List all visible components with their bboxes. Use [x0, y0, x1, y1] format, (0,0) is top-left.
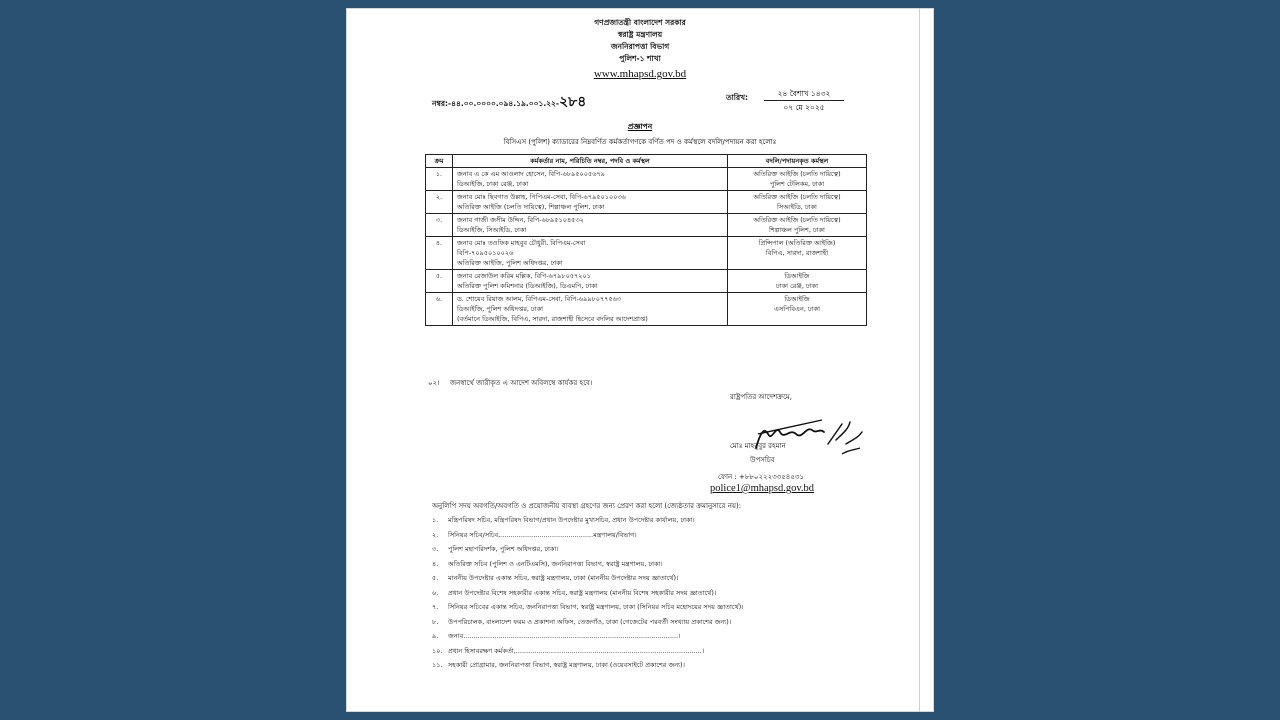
row-officer: [453, 293, 728, 326]
table-header-row: [426, 155, 867, 168]
officer-line: ডিআইজি, ঢাকা রেঞ্জ, ঢাকা: [457, 180, 529, 188]
table-row: [426, 168, 867, 191]
officer-line: ড. শোয়েব রিয়াজ আলম, বিপিএম-সেবা, বিপি-৬৯৯৮০৭৭৫৬৩: [457, 295, 622, 303]
list-item: [432, 557, 744, 572]
cc-title: অনুলিপি সদয় অবগতি/অবগতি ও প্রয়োজনীয় ব্যবস্থা গ্রহণের জন্য প্রেরণ করা হলো (জ্যেষ্ঠতার ক্রমানুসারে নয়):: [432, 502, 742, 510]
cc-item-number: ৬.: [432, 588, 439, 597]
list-item: [432, 600, 744, 615]
posting-line: বিপিএ, সারদা, রাজশাহী: [765, 249, 829, 257]
document-page: [346, 8, 934, 712]
notice-title: প্রজ্ঞাপন: [627, 122, 653, 131]
transfer-table: [425, 154, 867, 326]
table-row: [426, 293, 867, 326]
posting-line: প্রিন্সিপাল (অতিরিক্ত আইজি): [758, 239, 836, 247]
header-posting: বদলি/পদায়নকৃত কর্মস্থল: [728, 155, 867, 168]
cc-item-text: পুলিশ মহাপরিদর্শক, পুলিশ অধিদপ্তর, ঢাকা।: [448, 545, 559, 553]
signatory-phone: ফোন : +৮৮০২২২৩৩৫৪৫৩১: [718, 473, 804, 481]
list-item: [432, 528, 744, 543]
row-officer: [453, 270, 728, 293]
signatory-name: মোঃ মাহবুবুর রহমান: [730, 442, 786, 450]
row-officer: [453, 214, 728, 237]
list-item: [432, 586, 744, 601]
list-item: [432, 658, 744, 673]
posting-line: অতিরিক্ত আইজি (চলতি দায়িত্বে): [753, 216, 841, 224]
row-serial: ১.: [426, 168, 453, 191]
officer-line: অতিরিক্ত পুলিশ কমিশনার (ডিআইজি), ডিএমপি, ঢাকা: [457, 282, 598, 290]
govt-title: গণপ্রজাতন্ত্রী বাংলাদেশ সরকার: [594, 18, 686, 27]
posting-line: অতিরিক্ত আইজি (চলতি দায়িত্বে): [753, 193, 841, 201]
table-row: [426, 191, 867, 214]
division-title: জননিরাপত্তা বিভাগ: [610, 42, 670, 51]
list-item: [432, 615, 744, 630]
memo-number-handwritten: ২৮৪: [559, 94, 587, 110]
clause-2-text: জনস্বার্থে জারীকৃত এ আদেশ অবিলম্বে কার্যকর হবে।: [449, 379, 593, 387]
list-item: [432, 571, 744, 586]
cc-item-text: অতিরিক্ত সচিব (পুলিশ ও এনটিএমসি), জননিরাপত্তা বিভাগ, স্বরাষ্ট্র মন্ত্রণালয়, ঢাকা।: [448, 559, 663, 568]
cc-item-number: ১.: [432, 516, 439, 524]
posting-line: ডিআইজি: [784, 295, 810, 303]
row-posting: [728, 293, 867, 326]
officer-line: বিপি-৭০৯৫০১০০২৬: [457, 249, 514, 257]
row-serial: ৬.: [426, 293, 453, 326]
posting-line: শিল্পাঞ্চল পুলিশ, ঢাকা: [769, 226, 825, 234]
row-serial: ৪.: [426, 237, 453, 270]
notice-intro: বিসিএস (পুলিশ) ক্যাডারের নিম্নবর্ণিত কর্মকর্তাগণকে বর্ণিত পদ ও কর্মস্থলে বদলি/পদায়ন করা হলোঃ: [503, 138, 777, 146]
officer-line: জনাব এ কে এম আওলাদ হোসেন, বিপি-৬৮৯৫০০৫৬৭৯: [457, 170, 605, 178]
table-row: [426, 214, 867, 237]
row-officer: [453, 191, 728, 214]
list-item: [432, 542, 744, 557]
row-posting: [728, 270, 867, 293]
row-posting: [728, 168, 867, 191]
posting-line: এসপিবিএন, ঢাকা: [774, 305, 820, 313]
clause-2-number: ০২।: [428, 379, 440, 387]
clause-2: [428, 377, 592, 389]
row-serial: ৫.: [426, 270, 453, 293]
officer-line: জনাব গাজী জসীম উদ্দিন, বিপি-৬৮৯৫১০৪৫৩২: [457, 216, 584, 224]
cc-item-number: ২.: [432, 530, 439, 539]
table-row: [426, 237, 867, 270]
branch-title: পুলিশ-১ শাখা: [619, 54, 661, 63]
cc-item-number: ৪.: [432, 559, 439, 568]
signatory-designation: উপসচিব: [750, 456, 775, 464]
row-officer: [453, 237, 728, 270]
cc-item-number: ৩.: [432, 545, 439, 553]
row-officer: [453, 168, 728, 191]
cc-item-number: ৯.: [432, 632, 439, 640]
officer-line: ডিআইজি, পুলিশ অধিদপ্তর, ঢাকা: [457, 305, 544, 313]
row-serial: ২.: [426, 191, 453, 214]
officer-line: (বর্তমানে ডিআইজি, বিপিএ, সারদা, রাজশাহী হিসেবে বদলির আদেশপ্রাপ্ত): [457, 315, 648, 323]
date-box: [764, 87, 844, 114]
list-item: [432, 629, 744, 644]
row-serial: ৩.: [426, 214, 453, 237]
header-serial: ক্রম: [426, 155, 453, 168]
cc-list: [432, 513, 744, 673]
officer-line: অতিরিক্ত আইজি, পুলিশ অধিদপ্তর, ঢাকা: [457, 259, 563, 267]
table-row: [426, 270, 867, 293]
cc-item-text: প্রধান উপদেষ্টার বিশেষ সহকারীর একান্ত সচিব, স্বরাষ্ট্র মন্ত্রণালয় (মাননীয় বিশেষ সহকারীর সদয় জ্ঞাতার্থে)।: [448, 588, 717, 597]
cc-item-number: ৮.: [432, 617, 439, 626]
officer-line: ডিআইজি, সিআইডি, ঢাকা: [457, 226, 527, 234]
posting-line: সিআইডি, ঢাকা: [777, 203, 817, 211]
list-item: [432, 513, 744, 528]
cc-item-text: মন্ত্রিপরিষদ সচিব, মন্ত্রিপরিষদ বিভাগ/প্রধান উপদেষ্টার মুখ্যসচিব, প্রধান উপদেষ্টার কার্যালয়, ঢাকা।: [448, 516, 695, 524]
row-posting: [728, 237, 867, 270]
posting-line: অতিরিক্ত আইজি (চলতি দায়িত্বে): [753, 170, 841, 178]
memo-number: [432, 90, 586, 114]
cc-item-text: মাননীয় উপদেষ্টার একান্ত সচিব, স্বরাষ্ট্র মন্ত্রণালয়, ঢাকা (মাননীয় উপদেষ্টার সদয় জ্ঞাতার্থে)।: [448, 574, 679, 582]
list-item: [432, 644, 744, 659]
signatory-email[interactable]: police1@mhapsd.gov.bd: [710, 483, 815, 494]
memo-number-prefix: নম্বর:-৪৪.০০.০০০০.০৯৪.১৯.০০১.২২-: [432, 99, 560, 108]
cc-item-number: ১১.: [432, 661, 443, 669]
officer-line: জনাব মোঃ ছিবগাত উল্লাহ, পিপিএম-সেবা, বিপি-৬৭৯৫০১০০৩৬: [457, 193, 626, 201]
by-order-text: রাষ্ট্রপতির আদেশক্রমে,: [730, 393, 792, 401]
row-posting: [728, 214, 867, 237]
row-posting: [728, 191, 867, 214]
cc-item-number: ৫.: [432, 574, 439, 582]
header-officer: কর্মকর্তার নাম, পরিচিতি নম্বর, পদবি ও কর্মস্থল: [453, 155, 728, 168]
date-gregorian: ০৭ মে ২০২৫: [783, 103, 825, 112]
website-link[interactable]: www.mhapsd.gov.bd: [593, 68, 687, 80]
posting-line: ঢাকা রেঞ্জ, ঢাকা: [776, 282, 818, 290]
cc-item-number: ১০.: [432, 646, 443, 655]
cc-item-text: সিনিয়র সচিবের একান্ত সচিব, জননিরাপত্তা বিভাগ, স্বরাষ্ট্র মন্ত্রণালয়, ঢাকা (সিনিয়র সচিব মহোদয়ের সদয় জ্ঞাতার্থে)।: [448, 603, 744, 611]
date-bangla: ২৪ বৈশাখ ১৪৩২: [764, 87, 844, 101]
posting-line: পুলিশ টেলিকম, ঢাকা: [769, 180, 825, 188]
cc-item-text: জনাব........................................................................................................।: [448, 632, 681, 640]
cc-item-text: সিনিয়র সচিব/সচিব,.............................................মন্ত্রণালয়/বিভাগ।: [448, 530, 637, 539]
date-label: তারিখ:: [726, 93, 748, 102]
cc-item-text: সহকারী প্রোগ্রামার, জননিরাপত্তা বিভাগ, স্বরাষ্ট্র মন্ত্রণালয়, ঢাকা (ওয়েবসাইটে প্রকাশের জন্য)।: [448, 661, 685, 669]
posting-line: ডিআইজি: [784, 272, 810, 280]
officer-line: জনাব মোঃ তওফিক মাহবুব চৌধুরী, বিপিএম-সেবা: [457, 239, 586, 247]
cc-item-number: ৭.: [432, 603, 439, 611]
officer-line: অতিরিক্ত আইজি (চলতি দায়িত্বে), শিল্পাঞ্চল পুলিশ, ঢাকা: [457, 203, 605, 211]
officer-line: জনাব রেজাউল করিম মল্লিক, বিপি-৬৭৯৮০৫৭২০১: [457, 272, 591, 280]
ministry-title: স্বরাষ্ট্র মন্ত্রণালয়: [617, 30, 663, 39]
cc-item-text: প্রধান হিসাবরক্ষণ কর্মকর্তা,..........................................................................................।: [448, 646, 705, 655]
cc-item-text: উপপরিচালক, বাংলাদেশ ফরম ও প্রকাশনা অফিস, তেজগাঁও, ঢাকা (গেজেটের পরবর্তী সংখ্যায় প্রকাশের জন্য)।: [448, 617, 732, 626]
